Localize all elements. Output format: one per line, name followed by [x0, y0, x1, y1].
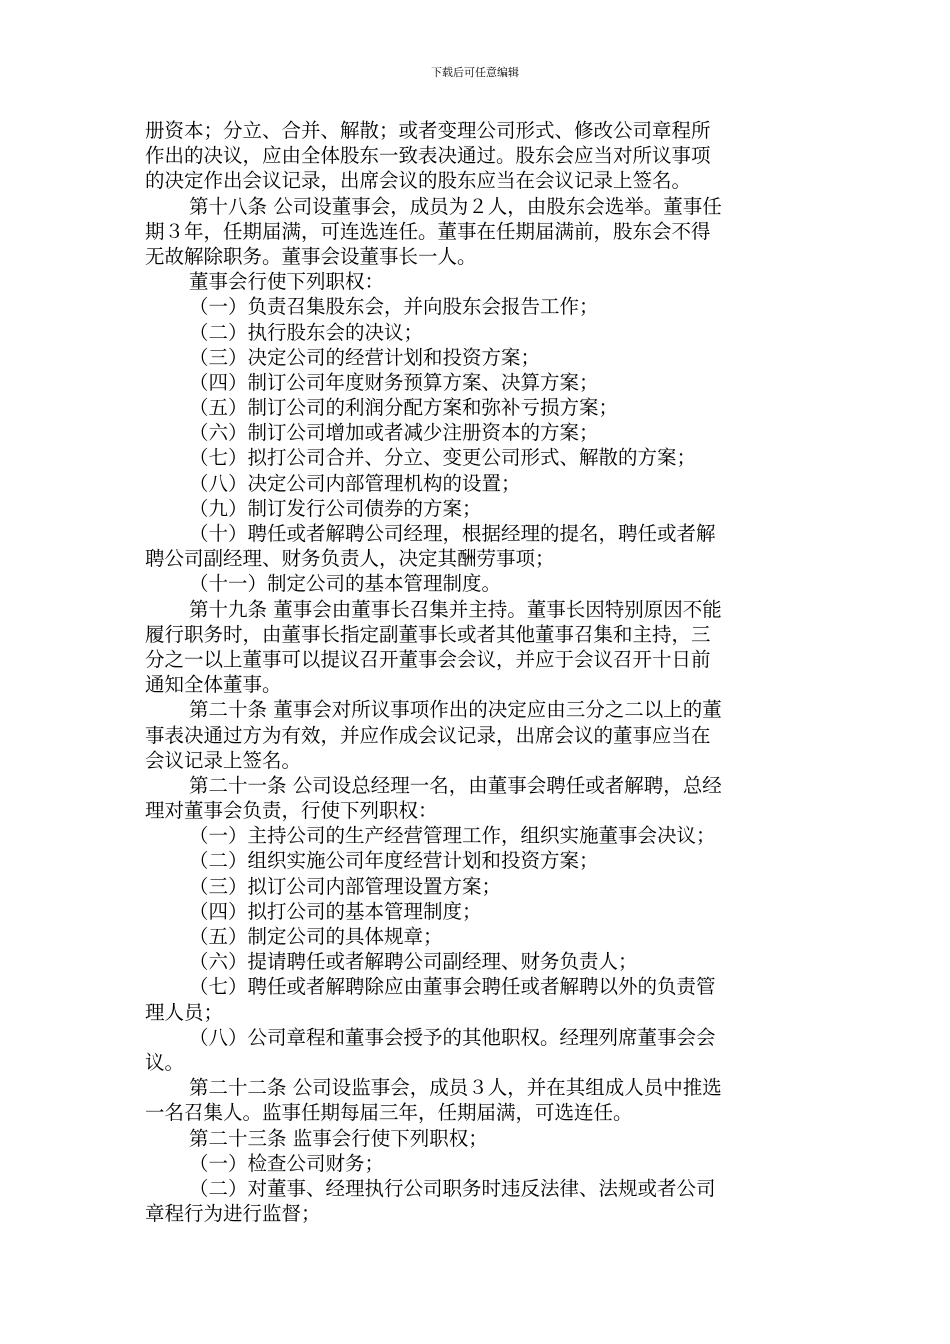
- text-line: 第二十三条 监事会行使下列职权；: [189, 1126, 488, 1150]
- text-line: 的决定作出会议记录，出席会议的股东应当在会议记录上签名。: [145, 169, 692, 193]
- text-line: 章程行为进行监督；: [145, 1202, 321, 1226]
- text-line: 一名召集人。监事任期每届三年，任期届满，可选连任。: [145, 1101, 633, 1125]
- text-line: （四）拟打公司的基本管理制度；: [189, 899, 482, 923]
- text-line: （五）制定公司的具体规章；: [189, 925, 443, 948]
- text-line: （一）主持公司的生产经营管理工作，组织实施董事会决议；: [189, 824, 716, 848]
- text-line: （二）对董事、经理执行公司职务时违反法律、法规或者公司: [189, 1176, 716, 1200]
- text-line: （六）提请聘任或者解聘公司副经理、财务负责人；: [189, 950, 638, 974]
- text-line: （十）聘任或者解聘公司经理，根据经理的提名，聘任或者解: [189, 522, 716, 545]
- text-line: 第二十一条 公司设总经理一名，由董事会聘任或者解聘，总经: [189, 773, 722, 797]
- text-line: （八）公司章程和董事会授予的其他职权。经理列席董事会会: [189, 1025, 716, 1049]
- text-line: 董事会行使下列职权：: [189, 270, 385, 294]
- page-header: 下载后可任意编辑: [431, 66, 519, 79]
- text-line: 无故解除职务。董事会设董事长一人。: [145, 244, 477, 268]
- text-line: 第十八条 公司设董事会，成员为２人，由股东会选举。董事任: [189, 194, 722, 218]
- text-line: 理对董事会负责，行使下列职权：: [145, 799, 438, 823]
- text-line: 第十九条 董事会由董事长召集并主持。董事长因特别原因不能: [189, 597, 722, 621]
- document-body: [145, 118, 805, 1226]
- text-line: （六）制订公司增加或者减少注册资本的方案；: [189, 421, 599, 445]
- text-line: （五）制订公司的利润分配方案和弥补亏损方案；: [189, 396, 619, 420]
- text-line: 第二十二条 公司设监事会，成员３人，并在其组成人员中推选: [189, 1076, 722, 1100]
- text-line: 第二十条 董事会对所议事项作出的决定应由三分之二以上的董: [189, 698, 722, 722]
- text-line: （二）执行股东会的决议；: [189, 320, 424, 344]
- text-line: （七）拟打公司合并、分立、变更公司形式、解散的方案；: [189, 446, 697, 470]
- text-line: （七）聘任或者解聘除应由董事会聘任或者解聘以外的负责管: [189, 975, 716, 999]
- text-line: （十一）制定公司的基本管理制度。: [189, 572, 502, 596]
- text-line: （三）决定公司的经营计划和投资方案；: [189, 345, 541, 369]
- text-line: 分之一以上董事可以提议召开董事会会议，并应于会议召开十日前: [145, 647, 711, 671]
- text-line: 期３年，任期届满，可连选连任。董事在任期届满前，股东会不得: [145, 219, 711, 243]
- text-line: 事表决通过方为有效，并应作成会议记录，出席会议的董事应当在: [145, 723, 711, 747]
- text-line: （二）组织实施公司年度经营计划和投资方案；: [189, 849, 599, 873]
- text-line: 作出的决议，应由全体股东一致表决通过。股东会应当对所议事项: [145, 144, 711, 168]
- text-line: 履行职务时，由董事长指定副董事长或者其他董事召集和主持，三: [145, 622, 711, 646]
- text-line: （三）拟订公司内部管理设置方案；: [189, 874, 502, 898]
- text-line: 会议记录上签名。: [145, 748, 302, 772]
- text-line: （四）制订公司年度财务预算方案、决算方案；: [189, 370, 599, 394]
- text-line: 议。: [145, 1050, 185, 1074]
- text-line: （一）检查公司财务；: [189, 1151, 385, 1175]
- text-line: 聘公司副经理、财务负责人，决定其酬劳事项；: [145, 547, 555, 571]
- text-line: 册资本；分立、合并、解散；或者变理公司形式、修改公司章程所: [145, 119, 711, 142]
- text-line: （一）负责召集股东会，并向股东会报告工作；: [189, 295, 599, 319]
- text-line: （八）决定公司内部管理机构的设置；: [189, 471, 521, 495]
- text-line: 理人员；: [145, 1000, 224, 1024]
- text-line: 通知全体董事。: [145, 673, 282, 697]
- text-line: （九）制订发行公司债券的方案；: [189, 496, 482, 520]
